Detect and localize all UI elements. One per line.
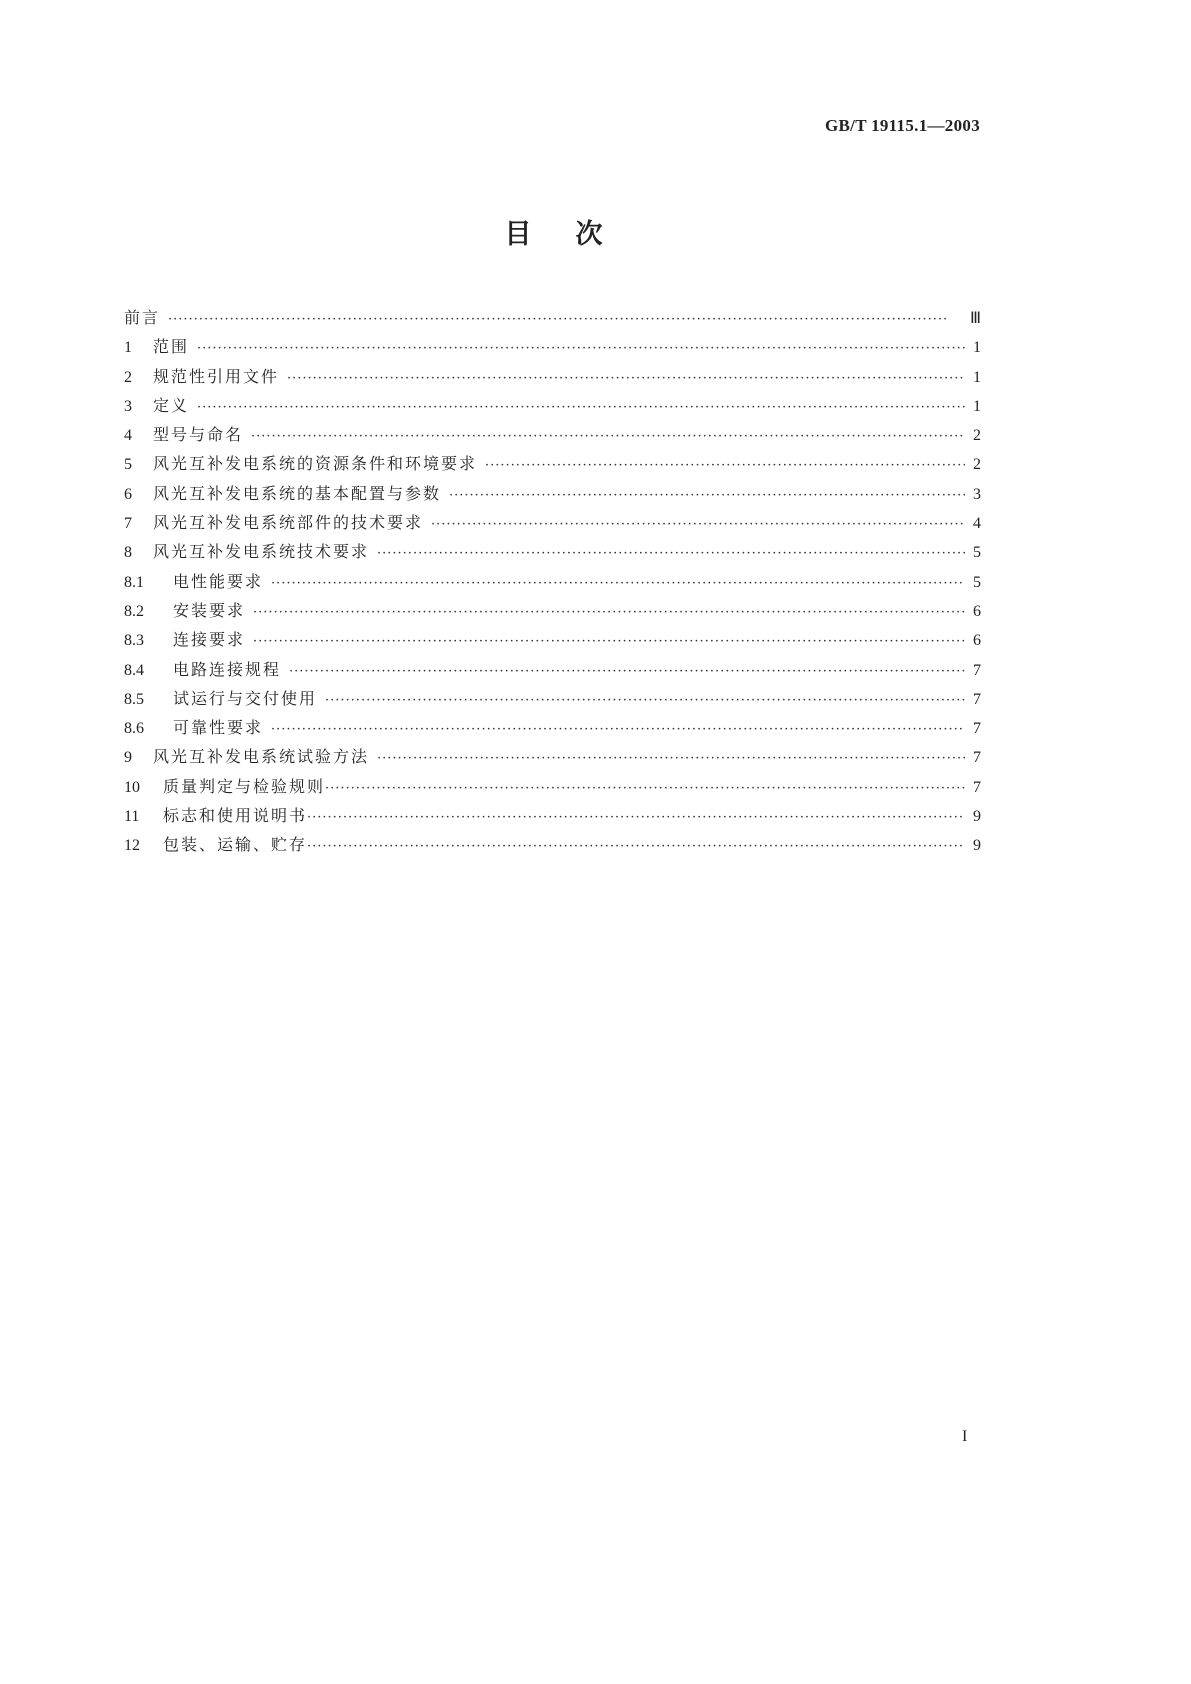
toc-entry-page: Ⅲ <box>969 310 981 327</box>
toc-entry-title: 质量判定与检验规则 <box>163 776 326 796</box>
toc-entry[interactable] <box>124 481 981 510</box>
toc-entry-title: 范围 <box>153 337 190 357</box>
dot-leader <box>307 839 965 854</box>
toc-entry-title: 连接要求 <box>173 630 246 650</box>
toc-entry[interactable] <box>124 832 981 861</box>
dot-leader <box>197 341 965 356</box>
toc-entry-page: 9 <box>973 808 981 826</box>
toc-entry[interactable] <box>124 539 981 568</box>
toc-entry[interactable] <box>124 569 981 598</box>
dot-leader <box>377 751 965 766</box>
page-title <box>0 212 1107 251</box>
toc-entry-title: 风光互补发电系统部件的技术要求 <box>153 513 424 533</box>
toc-entry[interactable] <box>124 598 981 627</box>
dot-leader <box>377 546 965 561</box>
dot-leader <box>253 605 965 620</box>
dot-leader <box>431 517 965 532</box>
toc-entry-page: 6 <box>973 632 981 650</box>
toc-entry-title: 型号与命名 <box>153 425 244 445</box>
dot-leader <box>271 576 965 591</box>
dot-leader <box>289 664 965 679</box>
toc-entry-number: 10 <box>124 778 140 796</box>
toc-entry-title: 电性能要求 <box>173 571 264 591</box>
dot-leader <box>271 722 965 737</box>
toc-entry[interactable] <box>124 451 981 480</box>
toc-entry-page: 2 <box>973 456 981 474</box>
toc-entry-number: 1 <box>124 339 132 357</box>
table-of-contents <box>124 305 981 862</box>
toc-entry-title: 标志和使用说明书 <box>163 806 308 826</box>
dot-leader <box>307 810 965 825</box>
dot-leader <box>449 488 965 503</box>
toc-entry-title: 风光互补发电系统的资源条件和环境要求 <box>153 454 478 474</box>
toc-entry-page: 7 <box>973 778 981 796</box>
toc-entry-page: 2 <box>973 427 981 445</box>
toc-entry-page: 4 <box>973 515 981 533</box>
toc-entry[interactable] <box>124 627 981 656</box>
toc-entry[interactable] <box>124 393 981 422</box>
toc-entry[interactable] <box>124 686 981 715</box>
toc-entry[interactable] <box>124 422 981 451</box>
toc-entry[interactable] <box>124 334 981 363</box>
page-number: I <box>962 1428 968 1445</box>
toc-entry-number: 7 <box>124 515 132 533</box>
toc-entry-number: 8.6 <box>124 720 144 738</box>
toc-entry-number: 8.2 <box>124 602 144 620</box>
toc-entry-title: 风光互补发电系统的基本配置与参数 <box>153 483 442 503</box>
toc-entry-page: 6 <box>973 602 981 620</box>
toc-entry[interactable] <box>124 715 981 744</box>
toc-entry-title: 安装要求 <box>173 600 246 620</box>
toc-entry-number: 6 <box>124 485 132 503</box>
toc-entry-number: 3 <box>124 397 132 415</box>
dot-leader <box>325 781 965 796</box>
toc-entry-title: 包装、运输、贮存 <box>163 835 308 855</box>
dot-leader <box>197 400 965 415</box>
toc-entry-number: 4 <box>124 427 132 445</box>
toc-entry[interactable] <box>124 803 981 832</box>
toc-entry-page: 7 <box>973 720 981 738</box>
toc-entry-number: 12 <box>124 837 140 855</box>
toc-entry-number: 8.4 <box>124 661 144 679</box>
toc-entry-page: 1 <box>973 397 981 415</box>
toc-entry[interactable] <box>124 744 981 773</box>
toc-entry-number: 5 <box>124 456 132 474</box>
toc-entry-number: 9 <box>124 749 132 767</box>
toc-entry-page: 9 <box>973 837 981 855</box>
title-char: 目 <box>504 219 532 250</box>
toc-entry-number: 2 <box>124 368 132 386</box>
toc-entry-number: 11 <box>124 808 140 826</box>
toc-entry-title: 电路连接规程 <box>173 659 282 679</box>
toc-entry-page: 1 <box>973 368 981 386</box>
toc-entry-page: 5 <box>973 544 981 562</box>
toc-entry[interactable] <box>124 364 981 393</box>
toc-entry-title: 规范性引用文件 <box>153 366 280 386</box>
toc-entry-page: 3 <box>973 485 981 503</box>
toc-entry-page: 5 <box>973 573 981 591</box>
dot-leader <box>485 458 965 473</box>
toc-entry-number: 8.1 <box>124 573 144 591</box>
toc-entry-title: 定义 <box>153 395 190 415</box>
toc-entry-title: 前言 <box>124 308 161 327</box>
toc-entry-page: 7 <box>973 749 981 767</box>
toc-entry[interactable] <box>124 510 981 539</box>
toc-entry-title: 试运行与交付使用 <box>173 688 318 708</box>
dot-leader <box>253 634 965 649</box>
dot-leader <box>287 371 965 386</box>
title-char: 次 <box>575 219 603 250</box>
toc-entry-page: 7 <box>973 690 981 708</box>
toc-entry-number: 8.5 <box>124 690 144 708</box>
dot-leader <box>251 429 965 444</box>
toc-entry-number: 8 <box>124 544 132 562</box>
toc-entry[interactable] <box>124 657 981 686</box>
dot-leader <box>168 312 962 327</box>
standard-number: GB/T 19115.1—2003 <box>825 116 980 135</box>
toc-entry-title: 风光互补发电系统试验方法 <box>153 747 370 767</box>
toc-entry[interactable] <box>124 305 981 334</box>
toc-entry[interactable] <box>124 774 981 803</box>
toc-entry-title: 风光互补发电系统技术要求 <box>153 542 370 562</box>
toc-entry-page: 1 <box>973 339 981 357</box>
toc-entry-page: 7 <box>973 661 981 679</box>
toc-entry-number: 8.3 <box>124 632 144 650</box>
toc-entry-title: 可靠性要求 <box>173 718 264 738</box>
dot-leader <box>325 693 965 708</box>
